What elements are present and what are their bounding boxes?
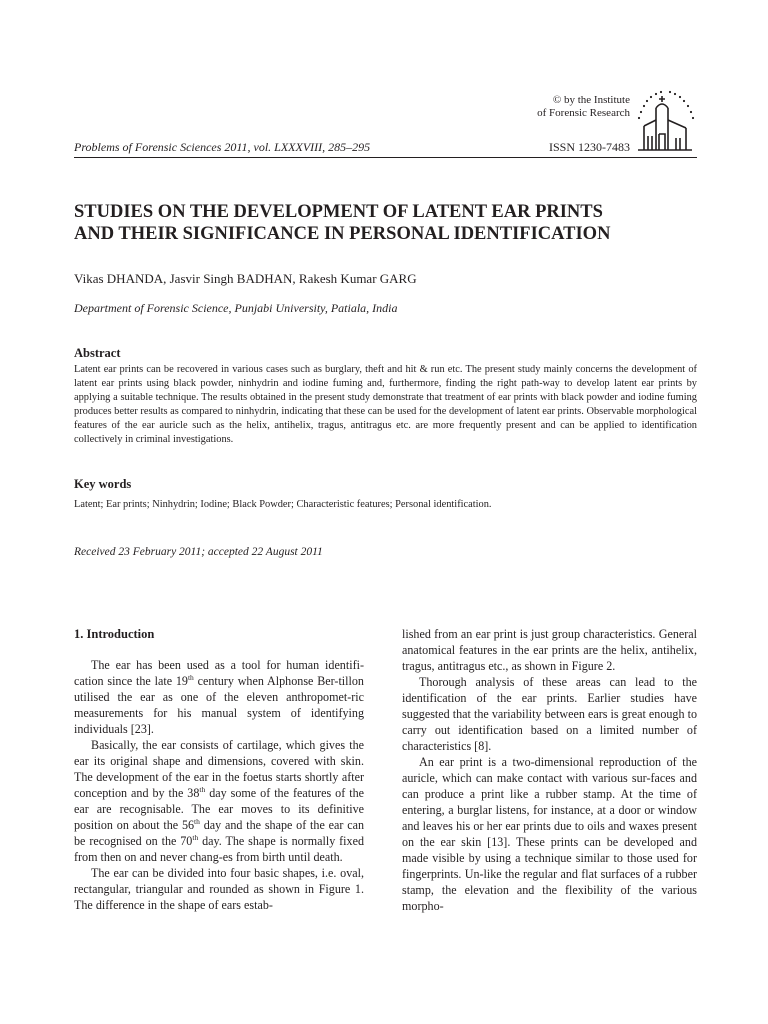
section-heading-introduction: 1. Introduction — [74, 627, 155, 641]
publisher-line-1: © by the Institute — [552, 94, 630, 106]
journal-citation: Problems of Forensic Sciences 2011, vol. LXXXVIII, 285–295 — [74, 140, 371, 154]
abstract-text: Latent ear prints can be recovered in various cases such as burglary, theft and hit & run etc. The present study mainly concerns the development of latent ear prints using black powder, ninhydrin and iodine fuming and, furthermore, finding the right path-way to develop latent ear prints by applying a suitable technique. The results obtained in the present study demonstrate that treatment of ear prints with black powder and iodine fuming produces better results as compared to ninhydrin, indicating that these can be used for the development of latent ear prints. Observable morphological features of the ear auricle such as the helix, antihelix, tragus, antitragus etc. are more frequently present and can be applied to identification collectively in criminal investigations. — [74, 364, 697, 445]
publisher-credit — [537, 94, 630, 120]
title-line-2: AND THEIR SIGNIFICANCE IN PERSONAL IDENTIFICATION — [74, 224, 611, 244]
affiliation: Department of Forensic Science, Punjabi University, Patiala, India — [74, 301, 398, 315]
paragraph-3: The ear can be divided into four basic shapes, i.e. oval, rectangular, triangular and rounded as shown in Figure 1. The difference in the shape of ears estab- — [74, 866, 364, 912]
institute-seal-icon — [632, 86, 698, 152]
paragraph-6: An ear print is a two-dimensional reproduction of the auricle, which can make contact with various sur-faces and can produce a print like a rubber stamp. At the time of entering, a burglar listens, for instance, at a door or window and leaves his or her ear prints due to oils and waxes present on the ear skin [13]. These prints can be developed and made visible by using a technique similar to those used for fingerprints. Un-like the regular and flat surfaces of a rubber stamp, the elevation and the flexibility of the various morpho- — [402, 755, 697, 913]
keywords-heading: Key words — [74, 477, 132, 491]
received-dates: Received 23 February 2011; accepted 22 August 2011 — [74, 546, 323, 558]
body-column-right — [402, 626, 697, 914]
header-divider — [74, 157, 697, 158]
paragraph-2: Basically, the ear consists of cartilage, which gives the ear its original shape and dimensions, covered with skin. The development of the ear in the foetus starts shortly after conception and by the 38th day some of the features of the ear are recognisable. The ear moves to its definitive position on about the 56th day and the shape of the ear can be recognised on the 70th day. The shape is normally fixed from then on and never chang-es from birth until death. — [74, 738, 365, 864]
paragraph-5: Thorough analysis of these areas can lead to the identification of the ear prints. Earlier studies have suggested that the variability between ears is great enough to carry out identification based on a limited number of characteristics [8]. — [402, 675, 697, 753]
paragraph-1: The ear has been used as a tool for human identifi-cation since the late 19th century when Alphonse Ber-tillon utilised the ear as one of the eleven anthropomet-ric measurements for his manual system of identifying individuals [23]. — [74, 658, 364, 736]
abstract-heading: Abstract — [74, 346, 121, 360]
issn-number: ISSN 1230-7483 — [548, 140, 630, 154]
article-title — [74, 201, 697, 245]
paragraph-4: lished from an ear print is just group characteristics. General anatomical features in the ear prints are the helix, antihelix, tragus, antitragus etc., as shown in Figure 2. — [402, 627, 697, 673]
title-line-1: STUDIES ON THE DEVELOPMENT OF LATENT EAR PRINTS — [74, 202, 603, 222]
author-list: Vikas DHANDA, Jasvir Singh BADHAN, Rakesh Kumar GARG — [74, 271, 417, 286]
keywords-text: Latent; Ear prints; Ninhydrin; Iodine; Black Powder; Characteristic features; Personal identification. — [74, 499, 492, 510]
publisher-line-2: of Forensic Research — [537, 107, 630, 119]
body-column-left — [74, 626, 364, 913]
